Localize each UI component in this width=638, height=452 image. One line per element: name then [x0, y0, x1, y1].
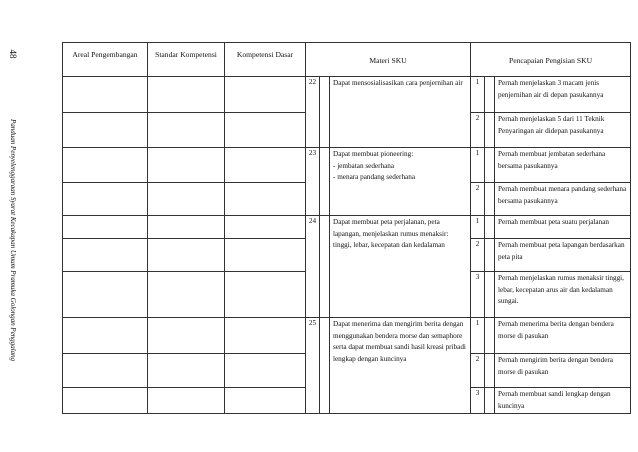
pencapaian-number: 2 [471, 239, 485, 272]
areal-cell [63, 77, 148, 113]
standar-cell [148, 77, 225, 113]
pencapaian-spacer [485, 148, 495, 183]
materi-number: 23 [306, 148, 320, 216]
materi-number: 24 [306, 216, 320, 318]
header-kompetensi: Kompetensi Dasar [225, 43, 306, 77]
materi-number: 25 [306, 318, 320, 414]
pencapaian-spacer [485, 77, 495, 113]
materi-number: 22 [306, 77, 320, 148]
pencapaian-spacer [485, 183, 495, 216]
running-title: Panduan Penyelenggaraan Syarat Kecakapan Umum Pramuka Golongan Penggalang [9, 118, 17, 362]
pencapaian-spacer [485, 113, 495, 148]
areal-cell [63, 354, 148, 388]
pencapaian-spacer [485, 318, 495, 354]
table-row [63, 318, 631, 354]
standar-cell [148, 148, 225, 183]
areal-cell [63, 216, 148, 239]
kompetensi-cell [225, 113, 306, 148]
areal-cell [63, 272, 148, 318]
header-areal: Areal Pengembangan [63, 43, 148, 77]
pencapaian-spacer [485, 354, 495, 388]
pencapaian-number: 1 [471, 318, 485, 354]
pencapaian-text: Pernah membuat peta lapangan berdasarkan peta pita [495, 239, 631, 272]
sku-table [62, 42, 631, 414]
materi-spacer [320, 216, 330, 318]
kompetensi-cell [225, 388, 306, 414]
pencapaian-text: Pernah membuat sandi lengkap dengan kuncinya [495, 388, 631, 414]
pencapaian-number: 1 [471, 77, 485, 113]
kompetensi-cell [225, 216, 306, 239]
pencapaian-number: 3 [471, 388, 485, 414]
pencapaian-spacer [485, 388, 495, 414]
materi-text: Dapat membuat pioneering: - jembatan sederhana - menara pandang sederhana [330, 148, 471, 216]
table-row [63, 148, 631, 183]
pencapaian-spacer [485, 216, 495, 239]
standar-cell [148, 239, 225, 272]
materi-text: Dapat mensosialisasikan cara penjernihan air [330, 77, 471, 148]
areal-cell [63, 183, 148, 216]
table-header-row [63, 43, 631, 77]
pencapaian-number: 3 [471, 272, 485, 318]
pencapaian-text: Pernah menjelaskan 5 dari 11 Teknik Penyaringan air didepan pasukannya [495, 113, 631, 148]
standar-cell [148, 318, 225, 354]
header-pencapaian: Pencapaian Pengisian SKU [471, 43, 631, 77]
standar-cell [148, 388, 225, 414]
table-body [63, 77, 631, 414]
materi-spacer [320, 148, 330, 216]
areal-cell [63, 388, 148, 414]
pencapaian-text: Pernah mengirim berita dengan bendera morse di pasukan [495, 354, 631, 388]
pencapaian-number: 2 [471, 183, 485, 216]
pencapaian-text: Pernah membuat menara pandang sederhana bersama pasukannya [495, 183, 631, 216]
standar-cell [148, 113, 225, 148]
standar-cell [148, 216, 225, 239]
table-row [63, 216, 631, 239]
kompetensi-cell [225, 354, 306, 388]
kompetensi-cell [225, 239, 306, 272]
kompetensi-cell [225, 77, 306, 113]
standar-cell [148, 183, 225, 216]
kompetensi-cell [225, 318, 306, 354]
table-row [63, 77, 631, 113]
kompetensi-cell [225, 148, 306, 183]
pencapaian-text: Pernah menjelaskan 3 macam jenis penjernihan air di depan pasukannya [495, 77, 631, 113]
kompetensi-cell [225, 183, 306, 216]
pencapaian-text: Pernah membuat jembatan sederhana bersama pasukannya [495, 148, 631, 183]
standar-cell [148, 272, 225, 318]
areal-cell [63, 318, 148, 354]
materi-text: Dapat menerima dan mengirim berita dengan menggunakan bendera morse dan semaphore serta dapat membuat sandi hasil kreasi pribadi lengkap dengan kuncinya [330, 318, 471, 414]
materi-spacer [320, 318, 330, 414]
header-materi: Materi SKU [306, 43, 471, 77]
materi-spacer [320, 77, 330, 148]
header-standar: Standar Kompetensi [148, 43, 225, 77]
pencapaian-text: Pernah menerima berita dengan bendera morse di pasukan [495, 318, 631, 354]
pencapaian-number: 1 [471, 216, 485, 239]
page-number: 48 [8, 49, 18, 59]
kompetensi-cell [225, 272, 306, 318]
pencapaian-number: 2 [471, 113, 485, 148]
materi-text: Dapat membuat peta perjalanan, peta lapangan, menjelaskan rumus menaksir: tinggi, lebar, kecepatan dan kedalaman [330, 216, 471, 318]
areal-cell [63, 113, 148, 148]
pencapaian-text: Pernah menjelaskan rumus menaksir tinggi, lebar, kecepatan arus air dan kedalaman sungai. [495, 272, 631, 318]
areal-cell [63, 239, 148, 272]
pencapaian-text: Pernah membuat peta suatu perjalanan [495, 216, 631, 239]
standar-cell [148, 354, 225, 388]
pencapaian-number: 1 [471, 148, 485, 183]
areal-cell [63, 148, 148, 183]
pencapaian-spacer [485, 272, 495, 318]
pencapaian-spacer [485, 239, 495, 272]
pencapaian-number: 2 [471, 354, 485, 388]
